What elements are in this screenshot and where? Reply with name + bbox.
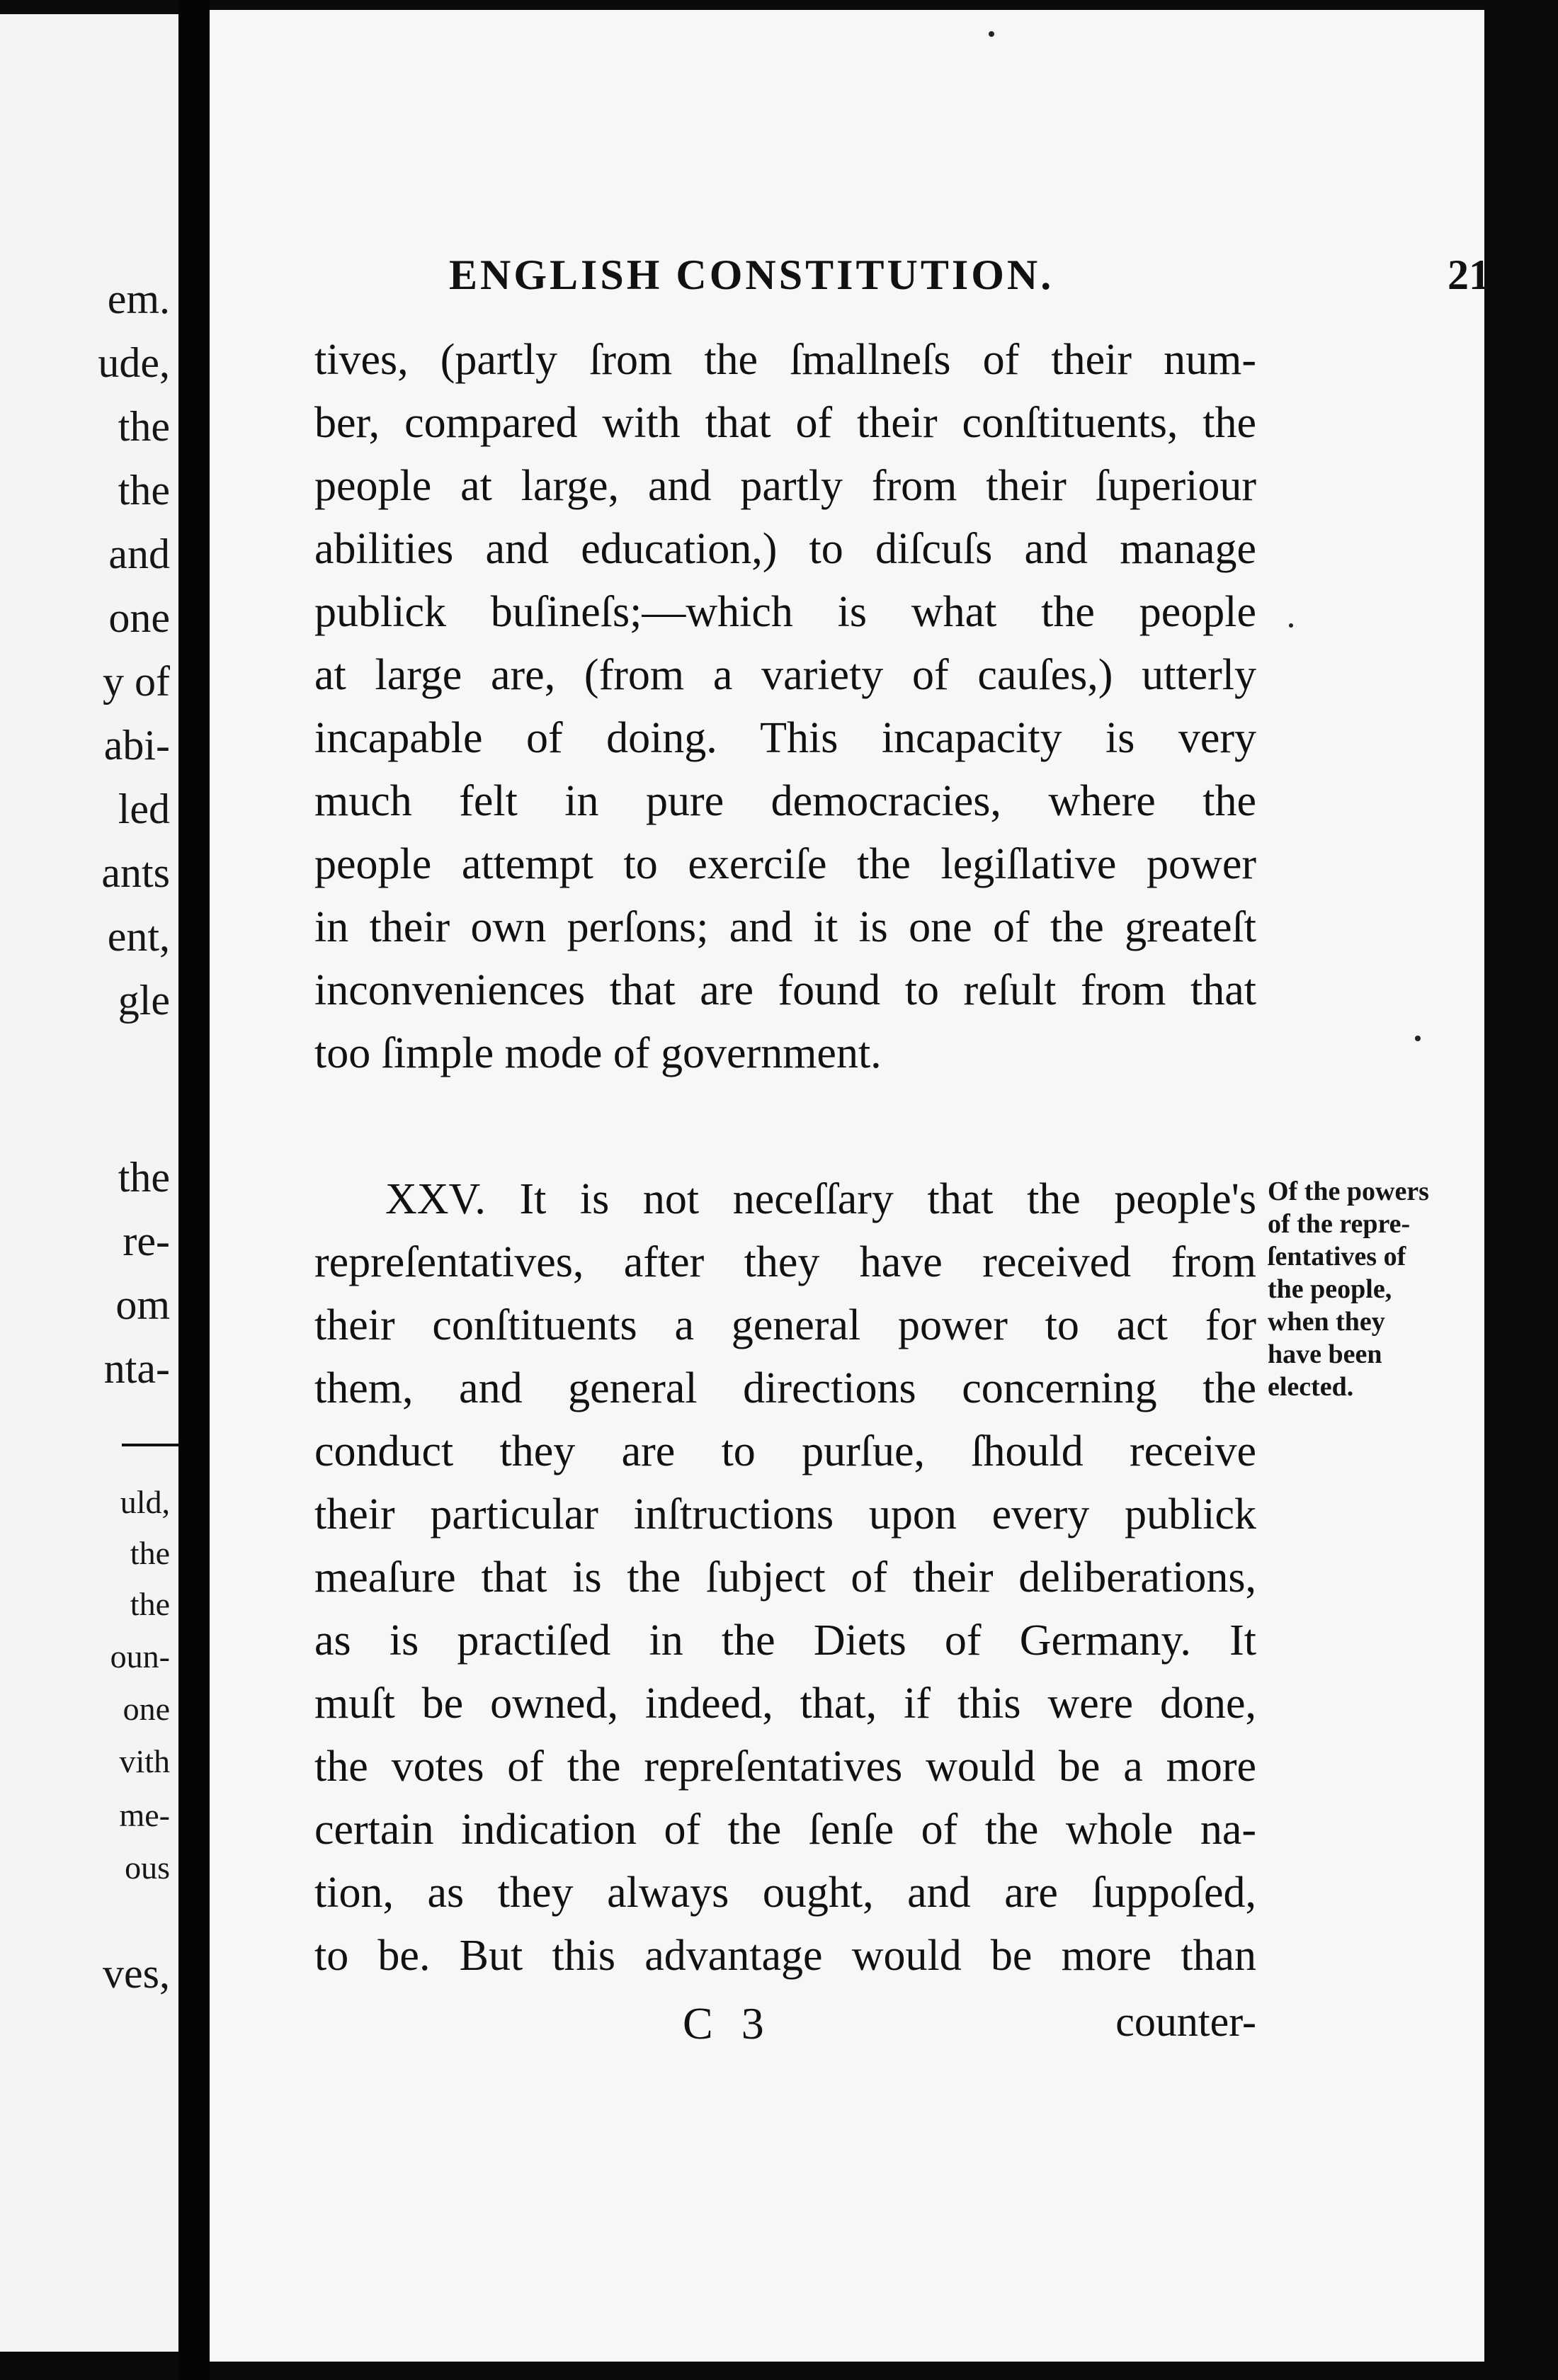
margin-note [1268,1175,1452,1403]
text-line: the votes of the repreſentatives would be a more [314,1742,1256,1791]
paragraph-2 [314,1168,1256,1988]
left-fragment: one [123,1691,170,1727]
ink-speck [989,31,994,37]
left-fragment: led [118,786,170,832]
left-fragment: em. [107,276,170,322]
margin-note-line: have been [1268,1339,1382,1369]
text-line: at large are, (from a variety of cauſes,) utterly [314,651,1256,699]
left-fragment: the [130,1586,170,1622]
text-line: abilities and education,) to diſcuſs and manage [314,525,1256,573]
margin-note-line: elected. [1268,1372,1354,1402]
left-fragment: ves, [103,1950,170,1997]
book-gutter [178,0,210,2380]
text-line: to be. But this advantage would be more than [314,1932,1256,1980]
left-fragment: ude, [98,339,170,386]
text-line: ber, compared with that of their conſtituents, the [314,399,1256,447]
text-line: tives, (partly ſrom the ſmallneſs of their num- [314,336,1256,384]
text-line: repreſentatives, after they have received from [314,1238,1256,1286]
left-fragment: me- [119,1797,170,1833]
left-fragment: ent, [107,913,170,960]
margin-note-line: ſentatives of [1268,1242,1406,1271]
page-number: 21 [1448,251,1490,298]
text-line: incapable of doing. This incapacity is very [314,714,1256,762]
text-line: in their own perſons; and it is one of the greateſt [314,903,1256,951]
text-line: people at large, and partly from their ſuperiour [314,462,1256,510]
left-fragment: the [118,403,170,450]
left-fragment: gle [118,977,170,1024]
text-line: their conſtituents a general power to act for [314,1301,1256,1349]
text-line: their particular inſtructions upon every publick [314,1490,1256,1538]
left-fragment: ous [125,1849,170,1886]
book-page [210,10,1490,2362]
text-line: publick buſineſs;—which is what the people [314,588,1256,636]
text-line: much felt in pure democracies, where the [314,777,1256,825]
left-fragment: y of [103,658,170,705]
margin-note-line: the people, [1268,1274,1392,1304]
margin-note-line: Of the powers [1268,1177,1429,1206]
margin-note-line: of the repre- [1268,1209,1411,1239]
text-line: certain indication of the ſenſe of the whole na- [314,1806,1256,1854]
left-fragment: the [118,1154,170,1201]
facing-page-edge [0,14,178,2352]
left-fragment: and [108,531,170,577]
text-line: inconveniences that are found to reſult from that [314,966,1256,1014]
ink-speck [1415,1036,1421,1041]
signature-mark: C 3 [683,1998,773,2048]
left-fragment: vith [119,1743,170,1779]
left-fragment: re- [123,1218,170,1264]
text-line: conduct they are to purſue, ſhould receive [314,1427,1256,1475]
text-line: XXV. It is not neceſſary that the people's [385,1175,1256,1223]
left-fragment: one [108,594,170,641]
page-footer [314,1998,1256,2054]
paragraph-1 [314,329,1256,1085]
ink-speck [1289,623,1293,628]
text-line: as is practiſed in the Diets of Germany. It [314,1616,1256,1665]
left-fragment: om [115,1281,170,1328]
margin-note-line: when they [1268,1307,1385,1337]
text-line: them, and general directions concerning the [314,1364,1256,1412]
running-head [449,251,1490,307]
text-line: too ſimple mode of government. [314,1029,882,1077]
page-header-title: ENGLISH CONSTITUTION. [449,251,1054,298]
catchword: counter- [1115,1998,1256,2045]
left-fragment: oun- [110,1638,170,1674]
left-fragment: the [130,1535,170,1571]
footnote-rule [122,1444,178,1446]
text-line: muſt be owned, indeed, that, if this were done, [314,1679,1256,1728]
text-line: tion, as they always ought, and are ſuppoſed, [314,1869,1256,1917]
left-fragment: the [118,467,170,514]
left-fragment: nta- [103,1345,170,1392]
text-line: people attempt to exerciſe the legiſlative power [314,840,1256,888]
text-line: meaſure that is the ſubject of their deliberations, [314,1553,1256,1602]
left-fragment: ants [101,849,170,896]
left-fragment: uld, [120,1484,170,1520]
left-fragment: abi- [103,722,170,769]
